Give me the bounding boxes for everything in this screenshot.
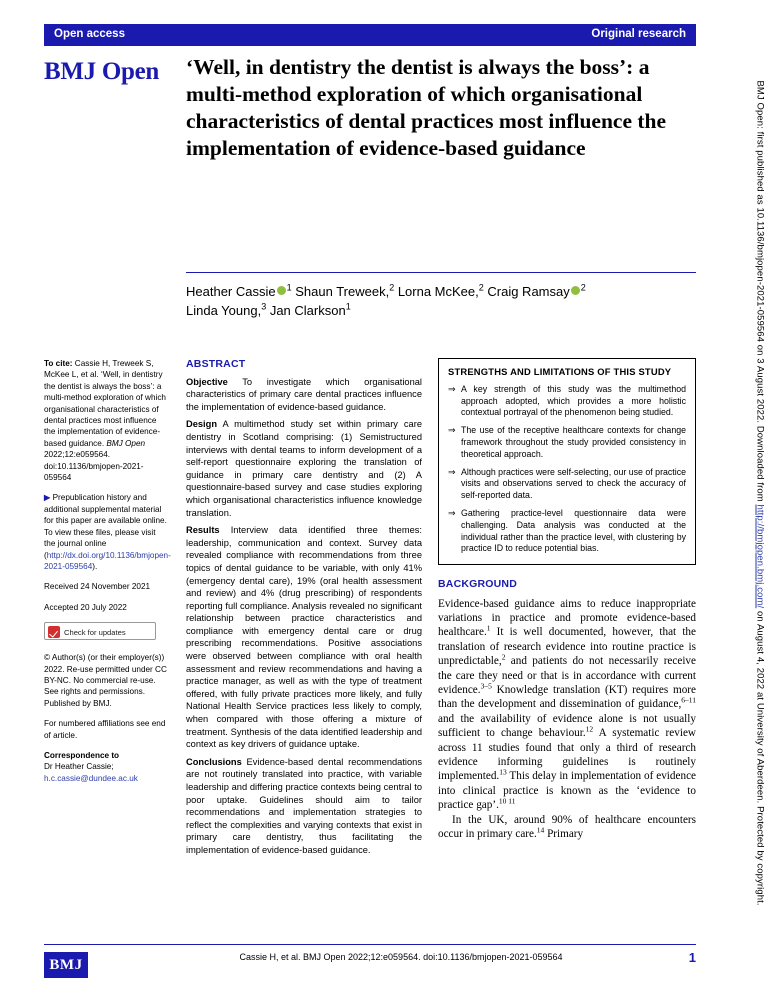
bg-p1-b: It is well documented, however, that the translation of research evidence into routine practice is unpredictable, <box>438 626 696 668</box>
strengths-item: ⇒ Gathering practice-level questionnaire data were challenging. Data analysis was conducted at the individual rather than the practice level, with clustering by practice ID to reduce potential bias. <box>448 508 686 555</box>
correspondence-block <box>44 750 168 784</box>
abstract-conclusions-text: Evidence-based dental recommendations are not routinely translated into practice, with variable leadership and differing practice contexts being central to poor uptake. Guidelines should aim to tailor recommendations and implementation strategies to reflect the complexities and varying contexts that exist in primary care dentistry, thus facilitating the implementation of evidence-based guidance. <box>186 756 422 855</box>
abstract-objective-label: Objective <box>186 376 228 387</box>
accepted-date: Accepted 20 July 2022 <box>44 602 127 612</box>
article-title: ‘Well, in dentistry the dentist is always the boss’: a multi-method exploration of which organisational characteristics of dental practices most influence the implementation of evidence-based guidance <box>186 55 667 160</box>
bg-ref-7: 10 11 <box>498 796 516 806</box>
strengths-item: ⇒ The use of the receptive healthcare contexts for change framework throughout the study provided consistency in theoretical approach. <box>448 425 686 460</box>
bg-ref-6: 13 <box>499 767 507 777</box>
bg-p2-a: In the UK, around 90% of healthcare encounters occur in primary care. <box>438 813 696 841</box>
check-for-updates-badge[interactable] <box>44 622 156 640</box>
orcid-icon[interactable] <box>277 286 286 295</box>
abstract-design-text: A multimethod study set within primary care dentistry in Scotland comprising: (1) Semistructured interviews with dental teams to inform development of a self-report questionnaire exploring the translation of guidance in primary care dentistry and (2) A questionnaire-based survey and case studies exploring which organisational characteristics influence knowledge translation. <box>186 419 422 518</box>
correspondence-name: Dr Heather Cassie; <box>44 762 114 772</box>
to-cite-journal: BMJ Open <box>106 438 146 448</box>
bg-p1-e: and the availability of evidence alone is not usually sufficient to change behaviour. <box>438 712 696 740</box>
sidebar-column <box>44 358 171 793</box>
bg-ref-3: 3–5 <box>480 681 492 691</box>
prepublication-note <box>44 492 171 572</box>
bg-ref-1: 1 <box>486 623 491 633</box>
abstract-conclusions <box>186 756 422 857</box>
triangle-right-icon: ▶ <box>44 493 51 503</box>
abstract-design-label: Design <box>186 419 217 430</box>
side-rail-link[interactable]: http://bmjopen.bmj.com/ <box>754 504 766 609</box>
side-rail <box>710 0 766 1000</box>
open-access-label: Open access <box>54 28 125 40</box>
correspondence-email[interactable]: h.c.cassie@dundee.ac.uk <box>44 773 138 783</box>
abstract-column <box>186 358 422 862</box>
author-2: Shaun Treweek, <box>291 284 390 299</box>
copyright-note: © Author(s) (or their employer(s)) 2022. Re-use permitted under CC BY-NC. No commercial re-use. See rights and permissions. Published by BMJ. <box>44 653 167 708</box>
affiliations-note: For numbered affiliations see end of article. <box>44 719 166 740</box>
side-rail-text <box>754 80 766 906</box>
author-5: Linda Young, <box>186 303 262 318</box>
author-3: Lorna McKee, <box>394 284 479 299</box>
prepub-tail: ). <box>92 561 98 571</box>
strengths-box <box>438 358 696 565</box>
abstract-conclusions-label: Conclusions <box>186 756 242 767</box>
author-2-affil: 2 <box>389 282 395 293</box>
author-1-affil: 1 <box>286 282 292 293</box>
author-1: Heather Cassie <box>186 284 276 299</box>
prepub-link[interactable]: http://dx.doi.org/10.1136/bmjopen-2021-059564 <box>44 550 171 571</box>
footer-citation: Cassie H, et al. BMJ Open 2022;12:e059564. doi:10.1136/bmjopen-2021-059564 <box>239 952 563 962</box>
bg-p1-d: Knowledge translation (KT) requires more than the development and dissemination of guidance, <box>438 684 696 711</box>
bg-p1-a: Evidence-based guidance aims to reduce inappropriate variations in practice and promote evidence-based healthcare. <box>438 597 696 639</box>
right-column <box>438 358 696 841</box>
abstract-results-label: Results <box>186 525 220 536</box>
received-date: Received 24 November 2021 <box>44 582 151 592</box>
bg-ref-5: 12 <box>585 724 594 734</box>
prepub-text: Prepublication history and additional supplemental material for this paper are available online. To view these files, please visit the journal online ( <box>44 493 167 560</box>
author-6-affil: 1 <box>345 301 351 312</box>
to-cite-text: Cassie H, Treweek S, McKee L, et al. ‘Well, in dentistry the dentist is always the boss’: a multi-method exploration of which organisational characteristics of dental practices most influence the implementation of evidence-based guidance. <box>44 359 166 448</box>
to-cite-block <box>44 358 168 483</box>
strengths-item: ⇒ A key strength of this study was the multimethod approach adopted, which provides a more holistic contextual portrayal of the phenomenon being studied. <box>448 384 686 419</box>
side-rail-text-a: BMJ Open: first published as 10.1136/bmjopen-2021-059564 on 3 August 2022. Downloaded from <box>754 80 766 505</box>
bg-ref-4: 6–11 <box>681 695 696 705</box>
author-3-affil: 2 <box>478 282 484 293</box>
article-type-label: Original research <box>591 28 686 40</box>
side-rail-text-b: on August 4, 2022 at University of Aberdeen. Protected by copyright. <box>754 608 766 906</box>
strengths-heading: STRENGTHS AND LIMITATIONS OF THIS STUDY <box>448 366 672 377</box>
abstract-objective <box>186 376 422 414</box>
background-paragraph-1 <box>438 597 696 813</box>
author-4: Craig Ramsay <box>483 284 570 299</box>
bg-ref-8: 14 <box>536 825 545 835</box>
background-heading: BACKGROUND <box>438 578 517 591</box>
page-number: 1 <box>688 950 696 965</box>
bg-p1-g: This delay in implementation of evidence into clinical practice is known as the ‘evidence to practice gap’. <box>438 770 696 812</box>
abstract-results-text: Interview data identified three themes: leadership, communication and context. Survey data revealed compliance with recommendations from three topics of dental guidance to be variable, with only 41% (emergency dental care), 19% (oral health assessment and review) and 4% (drug prescribing) of respondents reporting full compliance. Analysis revealed no significant relationship between practice characteristics and compliance with emergency dental care or drug prescribing recommendations. Positive associations were observed between compliance with oral health assessment and review recommendations and having a practice manager, as well as with the type of treatment offered, with fully private practices more likely, and fully National Health Service practices less likely to comply, when compared with those offering a mixture of treatment. Synthesis of the data identified leadership and context as key drivers of guidance uptake. <box>186 525 422 750</box>
bmj-logo: BMJ <box>44 952 88 978</box>
strengths-list <box>448 384 686 555</box>
author-list <box>186 272 696 320</box>
to-cite-label: To cite: <box>44 359 73 368</box>
bg-p1-f: A systematic review across 11 studies found that only a third of research evidence informing guidelines is routinely implemented. <box>438 727 696 783</box>
bg-p2-b: Primary <box>544 828 584 841</box>
correspondence-label: Correspondence to <box>44 750 120 760</box>
open-access-bar <box>44 24 696 46</box>
abstract-design <box>186 418 422 519</box>
check-for-updates-label: Check for updates <box>64 628 126 638</box>
to-cite-tail: 2022;12:e059564. doi:10.1136/bmjopen-2021-059564 <box>44 450 144 483</box>
journal-masthead: BMJ Open <box>44 58 159 85</box>
strengths-item: ⇒ Although practices were self-selecting, our use of practice visits and observations served to check the accuracy of self-reported data. <box>448 467 686 502</box>
abstract-results <box>186 524 422 751</box>
orcid-icon-2[interactable] <box>571 286 580 295</box>
author-6: Jan Clarkson <box>266 303 346 318</box>
background-paragraph-2 <box>438 813 696 842</box>
bg-p1-c: and patients do not necessarily receive the care they need or that is in accordance with current evidence. <box>438 655 696 696</box>
abstract-objective-text: To investigate which organisational characteristics of primary care dental practices influence the implementation of evidence-based guidance. <box>186 376 422 412</box>
author-5-affil: 3 <box>261 301 267 312</box>
author-4-affil: 2 <box>580 282 586 293</box>
abstract-heading: ABSTRACT <box>186 358 246 370</box>
checkmark-icon <box>48 626 60 638</box>
bg-ref-2: 2 <box>501 652 506 662</box>
footer-divider <box>44 944 696 945</box>
background-section <box>438 577 696 841</box>
